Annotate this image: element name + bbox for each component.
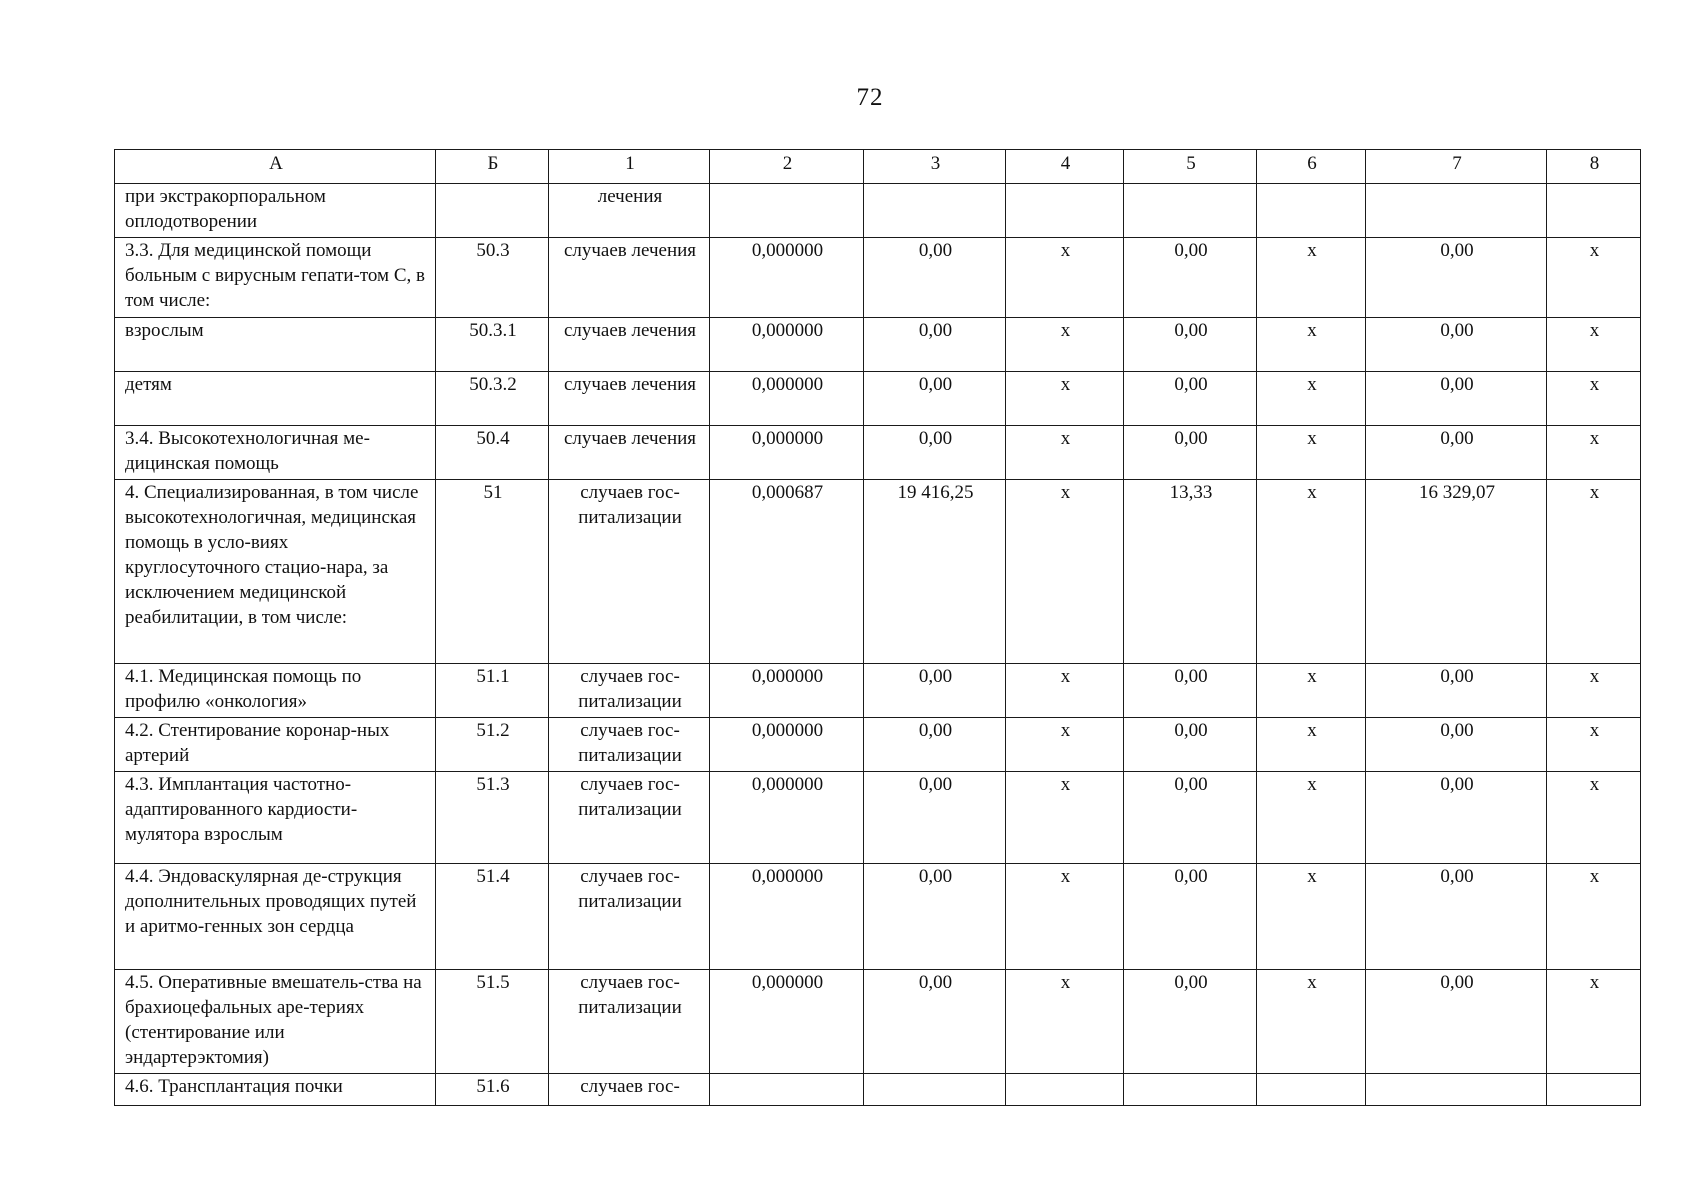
row-code: 51.2 — [436, 718, 549, 772]
value-col-3: 0,00 — [864, 970, 1006, 1074]
row-code: 50.3 — [436, 238, 549, 318]
value-col-7: 16 329,07 — [1366, 480, 1547, 664]
value-col-3: 0,00 — [864, 426, 1006, 480]
row-label: 4. Специализированная, в том числе высокотехнологичная, медицинская помощь в усло-виях круглосуточного стацио-нара, за исключением медицинской реабилитации, в том числе: — [115, 480, 436, 664]
value-col-3: 0,00 — [864, 238, 1006, 318]
value-col-4: х — [1006, 238, 1124, 318]
column-header: 6 — [1257, 150, 1366, 184]
value-col-6: х — [1257, 772, 1366, 864]
value-col-7: 0,00 — [1366, 238, 1547, 318]
row-label: детям — [115, 372, 436, 426]
value-col-3: 0,00 — [864, 318, 1006, 372]
value-col-6: х — [1257, 318, 1366, 372]
value-col-5: 13,33 — [1124, 480, 1257, 664]
value-col-3: 0,00 — [864, 772, 1006, 864]
value-col-7: 0,00 — [1366, 718, 1547, 772]
value-col-2: 0,000000 — [710, 426, 864, 480]
value-col-5 — [1124, 1074, 1257, 1106]
table-row — [115, 426, 1641, 480]
header-row — [115, 150, 1641, 184]
value-col-3 — [864, 1074, 1006, 1106]
row-label: 4.6. Трансплантация почки — [115, 1074, 436, 1106]
value-col-8: х — [1547, 772, 1641, 864]
value-col-6: х — [1257, 480, 1366, 664]
table-row — [115, 664, 1641, 718]
row-label: 4.2. Стентирование коронар-ных артерий — [115, 718, 436, 772]
value-col-8: х — [1547, 664, 1641, 718]
unit: случаев гос-питализации — [549, 664, 710, 718]
value-col-8: х — [1547, 480, 1641, 664]
value-col-8 — [1547, 184, 1641, 238]
value-col-7: 0,00 — [1366, 864, 1547, 970]
value-col-7: 0,00 — [1366, 772, 1547, 864]
row-code: 51.6 — [436, 1074, 549, 1106]
unit: случаев гос-питализации — [549, 970, 710, 1074]
value-col-2: 0,000000 — [710, 318, 864, 372]
column-header: 1 — [549, 150, 710, 184]
value-col-5: 0,00 — [1124, 318, 1257, 372]
value-col-7: 0,00 — [1366, 318, 1547, 372]
value-col-4: х — [1006, 718, 1124, 772]
value-col-2: 0,000000 — [710, 864, 864, 970]
value-col-7: 0,00 — [1366, 664, 1547, 718]
table-row — [115, 184, 1641, 238]
table-row — [115, 238, 1641, 318]
column-header: 4 — [1006, 150, 1124, 184]
value-col-2: 0,000000 — [710, 238, 864, 318]
value-col-5: 0,00 — [1124, 426, 1257, 480]
value-col-5: 0,00 — [1124, 772, 1257, 864]
value-col-2: 0,000000 — [710, 664, 864, 718]
unit: случаев гос-питализации — [549, 772, 710, 864]
unit: случаев гос-питализации — [549, 480, 710, 664]
value-col-3: 0,00 — [864, 372, 1006, 426]
data-table — [114, 149, 1641, 1106]
row-code: 51.1 — [436, 664, 549, 718]
value-col-3 — [864, 184, 1006, 238]
unit: случаев гос-питализации — [549, 718, 710, 772]
value-col-6: х — [1257, 426, 1366, 480]
value-col-3: 0,00 — [864, 718, 1006, 772]
value-col-4 — [1006, 1074, 1124, 1106]
column-header: 2 — [710, 150, 864, 184]
table-row — [115, 864, 1641, 970]
table-row — [115, 772, 1641, 864]
value-col-4: х — [1006, 480, 1124, 664]
row-label: 4.3. Имплантация частотно-адаптированного кардиости-мулятора взрослым — [115, 772, 436, 864]
value-col-8: х — [1547, 718, 1641, 772]
column-header: Б — [436, 150, 549, 184]
value-col-2: 0,000000 — [710, 970, 864, 1074]
value-col-4: х — [1006, 864, 1124, 970]
value-col-4: х — [1006, 970, 1124, 1074]
row-code: 50.4 — [436, 426, 549, 480]
value-col-6 — [1257, 1074, 1366, 1106]
value-col-5: 0,00 — [1124, 238, 1257, 318]
value-col-4: х — [1006, 772, 1124, 864]
value-col-8: х — [1547, 864, 1641, 970]
value-col-6 — [1257, 184, 1366, 238]
row-label: 3.4. Высокотехнологичная ме-дицинская помощь — [115, 426, 436, 480]
value-col-8: х — [1547, 238, 1641, 318]
value-col-6: х — [1257, 864, 1366, 970]
value-col-2: 0,000000 — [710, 372, 864, 426]
table-row — [115, 970, 1641, 1074]
unit: случаев гос- — [549, 1074, 710, 1106]
value-col-3: 0,00 — [864, 664, 1006, 718]
table-row — [115, 480, 1641, 664]
value-col-2: 0,000687 — [710, 480, 864, 664]
value-col-2: 0,000000 — [710, 772, 864, 864]
row-code — [436, 184, 549, 238]
column-header: 5 — [1124, 150, 1257, 184]
row-code: 51 — [436, 480, 549, 664]
value-col-5: 0,00 — [1124, 970, 1257, 1074]
value-col-7: 0,00 — [1366, 970, 1547, 1074]
column-header: 3 — [864, 150, 1006, 184]
value-col-4 — [1006, 184, 1124, 238]
value-col-7 — [1366, 184, 1547, 238]
row-label: 4.4. Эндоваскулярная де-струкция дополнительных проводящих путей и аритмо-генных зон сердца — [115, 864, 436, 970]
value-col-3: 19 416,25 — [864, 480, 1006, 664]
page-number: 72 — [856, 84, 884, 111]
table-row — [115, 372, 1641, 426]
table-row — [115, 718, 1641, 772]
table-row — [115, 1074, 1641, 1106]
value-col-7: 0,00 — [1366, 372, 1547, 426]
value-col-7: 0,00 — [1366, 426, 1547, 480]
value-col-8: х — [1547, 426, 1641, 480]
value-col-8: х — [1547, 372, 1641, 426]
value-col-8: х — [1547, 970, 1641, 1074]
row-code: 50.3.2 — [436, 372, 549, 426]
unit: случаев гос-питализации — [549, 864, 710, 970]
value-col-5: 0,00 — [1124, 864, 1257, 970]
value-col-4: х — [1006, 664, 1124, 718]
value-col-6: х — [1257, 664, 1366, 718]
value-col-3: 0,00 — [864, 864, 1006, 970]
value-col-5: 0,00 — [1124, 718, 1257, 772]
value-col-2 — [710, 184, 864, 238]
value-col-4: х — [1006, 426, 1124, 480]
value-col-2 — [710, 1074, 864, 1106]
unit: случаев лечения — [549, 372, 710, 426]
value-col-5: 0,00 — [1124, 372, 1257, 426]
value-col-6: х — [1257, 718, 1366, 772]
row-code: 50.3.1 — [436, 318, 549, 372]
row-label: взрослым — [115, 318, 436, 372]
column-header: 8 — [1547, 150, 1641, 184]
value-col-4: х — [1006, 318, 1124, 372]
value-col-6: х — [1257, 238, 1366, 318]
value-col-5: 0,00 — [1124, 664, 1257, 718]
row-code: 51.3 — [436, 772, 549, 864]
unit: случаев лечения — [549, 318, 710, 372]
table-row — [115, 318, 1641, 372]
value-col-7 — [1366, 1074, 1547, 1106]
value-col-6: х — [1257, 970, 1366, 1074]
row-label: 4.5. Оперативные вмешатель-ства на брахиоцефальных аре-териях (стентирование или эндартерэктомия) — [115, 970, 436, 1074]
column-header: 7 — [1366, 150, 1547, 184]
column-header: А — [115, 150, 436, 184]
unit: случаев лечения — [549, 238, 710, 318]
row-label: 4.1. Медицинская помощь по профилю «онкология» — [115, 664, 436, 718]
value-col-8 — [1547, 1074, 1641, 1106]
row-label: при экстракорпоральном оплодотворении — [115, 184, 436, 238]
row-code: 51.4 — [436, 864, 549, 970]
value-col-2: 0,000000 — [710, 718, 864, 772]
unit: случаев лечения — [549, 426, 710, 480]
row-code: 51.5 — [436, 970, 549, 1074]
value-col-5 — [1124, 184, 1257, 238]
unit: лечения — [549, 184, 710, 238]
value-col-6: х — [1257, 372, 1366, 426]
value-col-8: х — [1547, 318, 1641, 372]
row-label: 3.3. Для медицинской помощи больным с вирусным гепати-том С, в том числе: — [115, 238, 436, 318]
value-col-4: х — [1006, 372, 1124, 426]
